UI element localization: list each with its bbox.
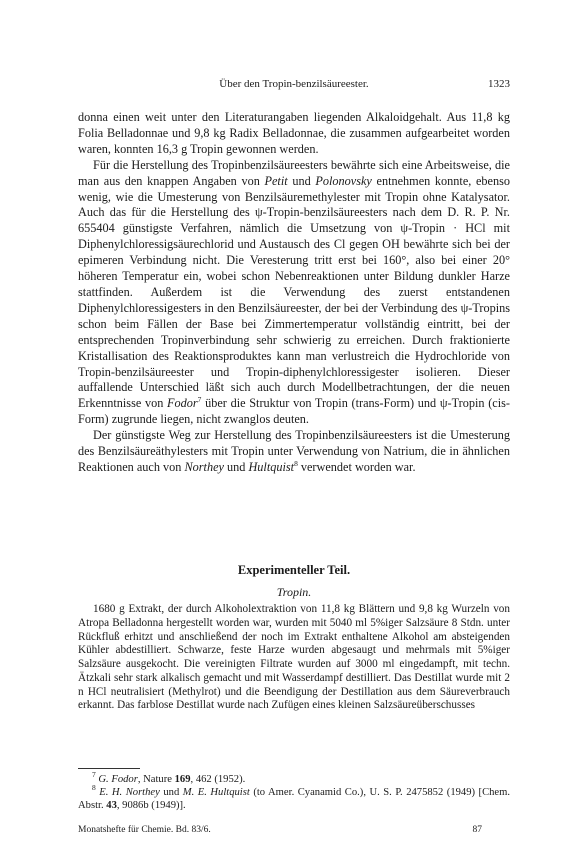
- author-name: G. Fodor: [98, 774, 138, 785]
- section-heading: Experimenteller Teil.: [237, 563, 351, 577]
- body-text: [78, 110, 510, 476]
- text-run: und: [223, 459, 249, 474]
- volume-number: 43: [106, 800, 117, 811]
- author-name: M. E. Hultquist: [182, 787, 250, 798]
- footnote-7: [78, 770, 510, 786]
- footnote-divider: [78, 768, 140, 769]
- text-run: (to Amer. Cyanamid Co.), U. S. P. 2475852 (1949) [Chem. Abstr.: [78, 787, 511, 811]
- running-title: Über den Tropin-benzilsäureester.: [219, 78, 369, 90]
- text-run: , 9086b (1949)].: [116, 800, 186, 811]
- author-name: E. H. Northey: [99, 787, 160, 798]
- author-name: Northey: [184, 459, 224, 474]
- text-run: , 462 (1952).: [190, 774, 246, 785]
- footnote-number: 7: [92, 770, 96, 779]
- volume-number: 169: [174, 774, 191, 785]
- author-name: Fodor: [167, 396, 198, 411]
- footnote-ref: 7: [197, 395, 202, 405]
- page-number: 1323: [488, 78, 510, 90]
- text-run: Der günstigste Weg zur Herstellung des Tropinbenzilsäureesters ist die Umesterung des Benzilsäureäthylesters mit Tropin unter Verwendung von Natrium, die in ähnlichen Reaktionen auch von: [78, 428, 510, 474]
- subsection-heading: Tropin.: [276, 585, 312, 599]
- paragraph-2: [78, 158, 510, 428]
- paragraph-3: [78, 428, 510, 476]
- text-run: Für die Herstellung des Tropinbenzilsäureesters bewährte sich eine Arbeitsweise, die man aus den knappen Angaben von: [78, 157, 510, 188]
- text-run: über die Struktur von Tropin (trans-Form) und ψ-Tropin (cis-Form) zugrunde liegen, nicht zwanglos deuten.: [78, 396, 510, 427]
- journal-reference: Monatshefte für Chemie. Bd. 83/6.: [78, 825, 211, 835]
- experimental-paragraph: 1680 g Extrakt, der durch Alkoholextraktion von 11,8 kg Blättern und 9,8 kg Wurzeln von Atropa Belladonna hergestellt worden war, wurden mit 5040 ml 5%iger Salzsäure 8 Stdn. unter Rückfluß erhitzt und anschließend der noch im Extrakt enthaltene Alkohol am absteigenden Kühler abdestilliert. Schwarze, feste Harze wurden abgesaugt und mehrmals mit 5%iger Salzsäure ausgekocht. Die vereinigten Filtrate wurden auf 3000 ml eingedampft, mit techn. Ätzkali sehr stark alkalisch gemacht und mit Wasserdampf destilliert. Das Destillat wurde mit 2 n HCl neutralisiert (Methylrot) und die Beendigung der Destillation aus dem Säureverbrauch erkannt. Das farblose Destillat wurde nach Zufügen eines kleinen Salzsäureüberschusses: [78, 603, 510, 712]
- text-run: und: [159, 787, 183, 798]
- text-run: entnehmen konnte, ebenso wenig, wie die Umesterung von Benzilsäuremethylester mit Tropin ohne Katalysator. Auch das für die Herstellung des ψ-Tropin-benzilsäureesters nach dem D. R. P. Nr. 655404 günstigste Verfahren, nämlich die Umsetzung von ψ-Tropin · HCl mit Diphenylchloressigsäurechlorid und Austausch des Cl gegen OH bewährte sich bei der epimeren Verbindung nicht. Die Veresterung tritt erst bei 160°, also bei einer 20° höheren Temperatur ein, wobei schon Nebenreaktionen unter Bildung dunkler Harze stattfinden. Außerdem ist die Verwendung des zuerst entstandenen Diphenylchloressigesters in den Benzilsäureester, der bei der Verbindung des ψ-Tropins schon beim Fällen der Base bei Zimmertemperatur vollständig eintritt, bei der entsprechenden Tropinverbindung sehr schwierig zu erreichen. Durch fraktionierte Kristallisation des Reaktionsproduktes kann man verlustreich die Hydrochloride von Tropin-benzilsäureester und Tropin-diphenylchloressigester isolieren. Dieser auffallende Unterschied läßt sich auch durch Modellbetrachtungen, der die neuen Erkenntnisse von: [78, 173, 511, 411]
- text-run: , Nature: [137, 774, 175, 785]
- footnote-ref: 8: [294, 458, 298, 468]
- experimental-text: [78, 603, 510, 713]
- sheet-number: 87: [472, 825, 482, 835]
- author-name: Petit: [264, 173, 288, 188]
- footnote-number: 8: [92, 783, 96, 792]
- text-run: und: [287, 173, 316, 188]
- footnotes: [78, 770, 511, 812]
- author-name: Hultquist: [248, 459, 295, 474]
- paragraph-1: donna einen weit unter den Literaturangaben liegenden Alkaloidgehalt. Aus 11,8 kg Folia Belladonnae und 9,8 kg Radix Belladonnae, die zusammen aufgearbeitet worden waren, konnten 16,3 g Tropin gewonnen werden.: [78, 110, 510, 156]
- text-run: verwendet worden war.: [297, 459, 416, 474]
- footnote-8: [78, 783, 511, 812]
- author-name: Polonovsky: [315, 173, 372, 188]
